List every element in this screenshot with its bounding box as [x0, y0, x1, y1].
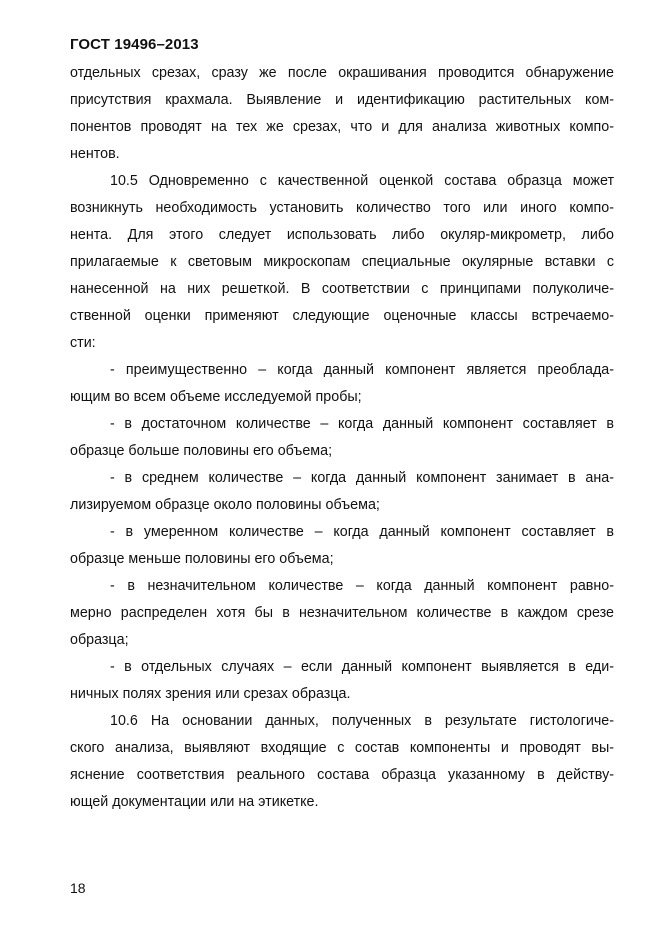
text-line: отдельных срезах, сразу же после окрашивания проводится обнаружение — [70, 65, 614, 81]
body-text — [70, 62, 614, 818]
text-line: образце больше половины его объема; — [70, 443, 333, 459]
text-line: - в среднем количестве – когда данный компонент занимает в ана- — [110, 470, 614, 486]
text-line: 10.5 Одновременно с качественной оценкой состава образца может — [110, 173, 614, 189]
text-line: ственной оценки применяют следующие оценочные классы встречаемо- — [70, 308, 614, 324]
text-line: - в отдельных случаях – если данный компонент выявляется в еди- — [110, 659, 614, 675]
text-line: - в достаточном количестве – когда данный компонент составляет в — [110, 416, 614, 432]
page-number: 18 — [70, 880, 86, 896]
text-line: - в умеренном количестве – когда данный компонент составляет в — [110, 524, 614, 540]
text-line: ющим во всем объеме исследуемой пробы; — [70, 389, 362, 405]
text-line: ского анализа, выявляют входящие с состав компоненты и проводят вы- — [70, 740, 614, 756]
text-line: ничных полях зрения или срезах образца. — [70, 686, 351, 702]
text-line: образца; — [70, 632, 129, 648]
text-line: присутствия крахмала. Выявление и идентификацию растительных ком- — [70, 92, 614, 108]
text-line: образце меньше половины его объема; — [70, 551, 334, 567]
text-line: нентов. — [70, 146, 120, 162]
text-line: - преимущественно – когда данный компонент является преоблада- — [110, 362, 614, 378]
text-line: яснение соответствия реального состава образца указанному в действу- — [70, 767, 614, 783]
text-line: - в незначительном количестве – когда данный компонент равно- — [110, 578, 614, 594]
text-line: 10.6 На основании данных, полученных в результате гистологиче- — [110, 713, 614, 729]
document-header: ГОСТ 19496–2013 — [70, 36, 199, 53]
text-line: прилагаемые к световым микроскопам специальные окулярные вставки с — [70, 254, 614, 270]
text-line: нанесенной на них решеткой. В соответствии с принципами полуколиче- — [70, 281, 614, 297]
text-line: нента. Для этого следует использовать либо окуляр-микрометр, либо — [70, 227, 614, 243]
text-line: понентов проводят на тех же срезах, что и для анализа животных компо- — [70, 119, 614, 135]
text-line: сти: — [70, 335, 96, 351]
text-line: мерно распределен хотя бы в незначительном количестве в каждом срезе — [70, 605, 614, 621]
text-line: лизируемом образце около половины объема; — [70, 497, 380, 513]
text-line: ющей документации или на этикетке. — [70, 794, 319, 810]
text-line: возникнуть необходимость установить количество того или иного компо- — [70, 200, 614, 216]
